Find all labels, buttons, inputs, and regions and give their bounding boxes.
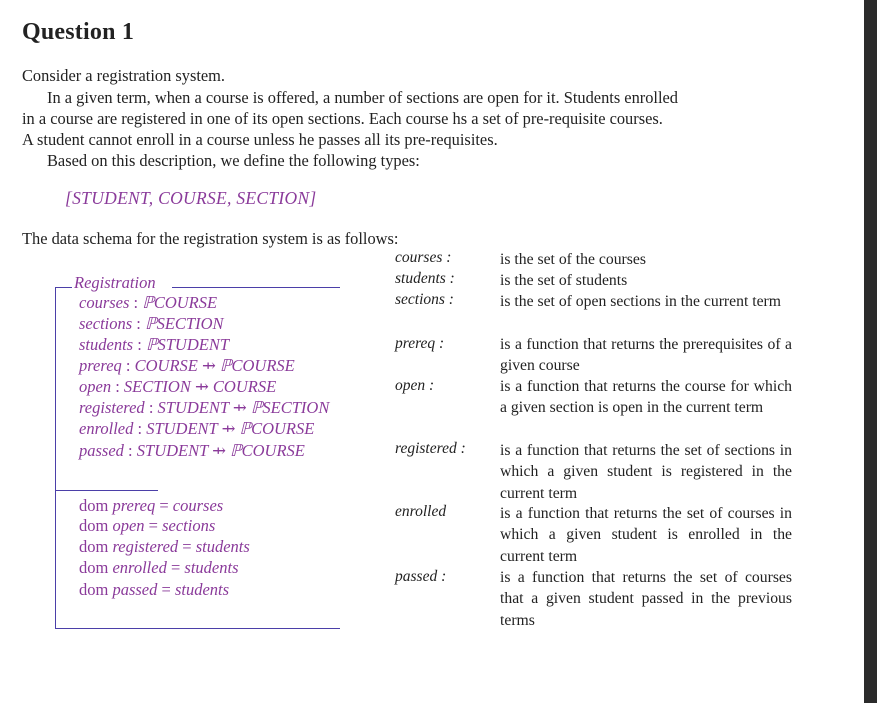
declaration-colon: : <box>144 398 158 417</box>
predicate-operator: dom <box>79 496 113 515</box>
declaration-colon: : <box>129 293 143 312</box>
declaration-name: prereq <box>79 356 122 375</box>
description-text: is a function that returns the set of courses that a given student passed in the previous terms <box>500 569 792 629</box>
declaration-name: sections <box>79 314 133 333</box>
predicate-equals: = <box>166 558 185 577</box>
declaration-colon: : <box>132 314 146 333</box>
declaration-name: students <box>79 335 134 354</box>
declaration-type: ℙSTUDENT <box>145 335 230 354</box>
predicate-equals: = <box>157 580 175 599</box>
declaration-type: ℙCOURSE <box>142 293 218 312</box>
description-term: students : <box>395 270 455 287</box>
schema-name: Registration <box>74 273 156 292</box>
predicate-rhs: students <box>195 537 250 556</box>
predicate-lhs: open <box>112 516 145 535</box>
schema-intro: The data schema for the registration system is as follows: <box>22 229 399 248</box>
schema-declaration <box>79 377 276 397</box>
schema-predicate <box>79 558 239 578</box>
declaration-name: open <box>79 377 112 396</box>
predicate-lhs: prereq <box>112 496 156 515</box>
schema-declaration <box>79 398 329 418</box>
intro-paragraph-1: Consider a registration system. <box>22 66 226 85</box>
description-term: registered : <box>395 440 466 457</box>
predicate-operator: dom <box>79 516 113 535</box>
declaration-name: courses <box>79 293 130 312</box>
intro-paragraph-2-line-2: in a course are registered in one of its open sections. Each course hs a set of pre-requisite courses. <box>22 109 663 128</box>
description-text: is a function that returns the prerequisites of a given course <box>500 336 792 375</box>
declaration-colon: : <box>111 377 124 396</box>
description-term: sections : <box>395 291 454 308</box>
predicate-equals: = <box>178 537 196 556</box>
intro-paragraph-2-line-1: In a given term, when a course is offered, a number of sections are open for it. Students enrolled <box>47 88 678 107</box>
description-text: is a function that returns the course for which a given section is open in the current term <box>500 378 792 417</box>
description-term: courses : <box>395 249 452 266</box>
predicate-rhs: courses <box>172 496 224 515</box>
declaration-colon: : <box>133 419 147 438</box>
schema-divider <box>55 490 158 491</box>
schema-predicate <box>79 580 229 600</box>
declaration-type: STUDENT ⇸ ℙCOURSE <box>136 441 305 460</box>
schema-declaration <box>79 314 224 334</box>
declaration-colon: : <box>123 441 137 460</box>
declaration-colon: : <box>133 335 146 354</box>
description-text: is the set of open sections in the current term <box>500 293 781 310</box>
declaration-type: STUDENT ⇸ ℙCOURSE <box>146 419 315 438</box>
schema-predicate <box>79 496 223 516</box>
declaration-colon: : <box>121 356 135 375</box>
predicate-rhs: sections <box>162 516 216 535</box>
description-text: is the set of students <box>500 272 628 289</box>
predicate-lhs: enrolled <box>112 558 167 577</box>
schema-declaration <box>79 335 229 355</box>
declaration-name: registered <box>79 398 145 417</box>
predicate-equals: = <box>155 496 173 515</box>
scrollbar[interactable] <box>864 0 877 703</box>
declaration-type: STUDENT ⇸ ℙSECTION <box>157 398 330 417</box>
schema-predicate <box>79 537 250 557</box>
schema-top-rule-left <box>55 287 72 288</box>
declaration-type: COURSE ⇸ ℙCOURSE <box>134 356 295 375</box>
schema-left-rule <box>55 287 56 629</box>
predicate-lhs: passed <box>112 580 158 599</box>
predicate-operator: dom <box>79 580 113 599</box>
schema-top-rule-right <box>172 287 340 288</box>
predicate-rhs: students <box>184 558 239 577</box>
intro-paragraph-2-line-3: A student cannot enroll in a course unless he passes all its pre-requisites. <box>22 130 498 149</box>
description-term: enrolled <box>395 503 447 520</box>
description-term: prereq : <box>395 335 445 352</box>
description-text: is a function that returns the set of courses in which a given student is enrolled in the current term <box>500 505 792 565</box>
schema-bottom-rule <box>55 628 340 629</box>
schema-declaration <box>79 441 305 461</box>
question-heading: Question 1 <box>22 19 135 45</box>
description-text: is a function that returns the set of sections in which a given student is registered in the current term <box>500 442 792 502</box>
predicate-operator: dom <box>79 558 113 577</box>
description-text: is the set of the courses <box>500 251 646 268</box>
predicate-rhs: students <box>174 580 230 599</box>
schema-declaration <box>79 293 217 313</box>
declaration-name: passed <box>79 441 124 460</box>
predicate-lhs: registered <box>112 537 179 556</box>
declaration-type: SECTION ⇸ COURSE <box>123 377 277 396</box>
schema-predicate <box>79 516 215 536</box>
schema-declaration <box>79 356 295 376</box>
description-term: open : <box>395 377 435 394</box>
schema-declaration <box>79 419 314 439</box>
declaration-type: ℙSECTION <box>145 314 224 333</box>
description-term: passed : <box>395 568 447 585</box>
given-types: [STUDENT, COURSE, SECTION] <box>65 188 317 208</box>
intro-paragraph-3: Based on this description, we define the following types: <box>47 151 420 170</box>
predicate-equals: = <box>144 516 163 535</box>
declaration-name: enrolled <box>79 419 134 438</box>
predicate-operator: dom <box>79 537 113 556</box>
